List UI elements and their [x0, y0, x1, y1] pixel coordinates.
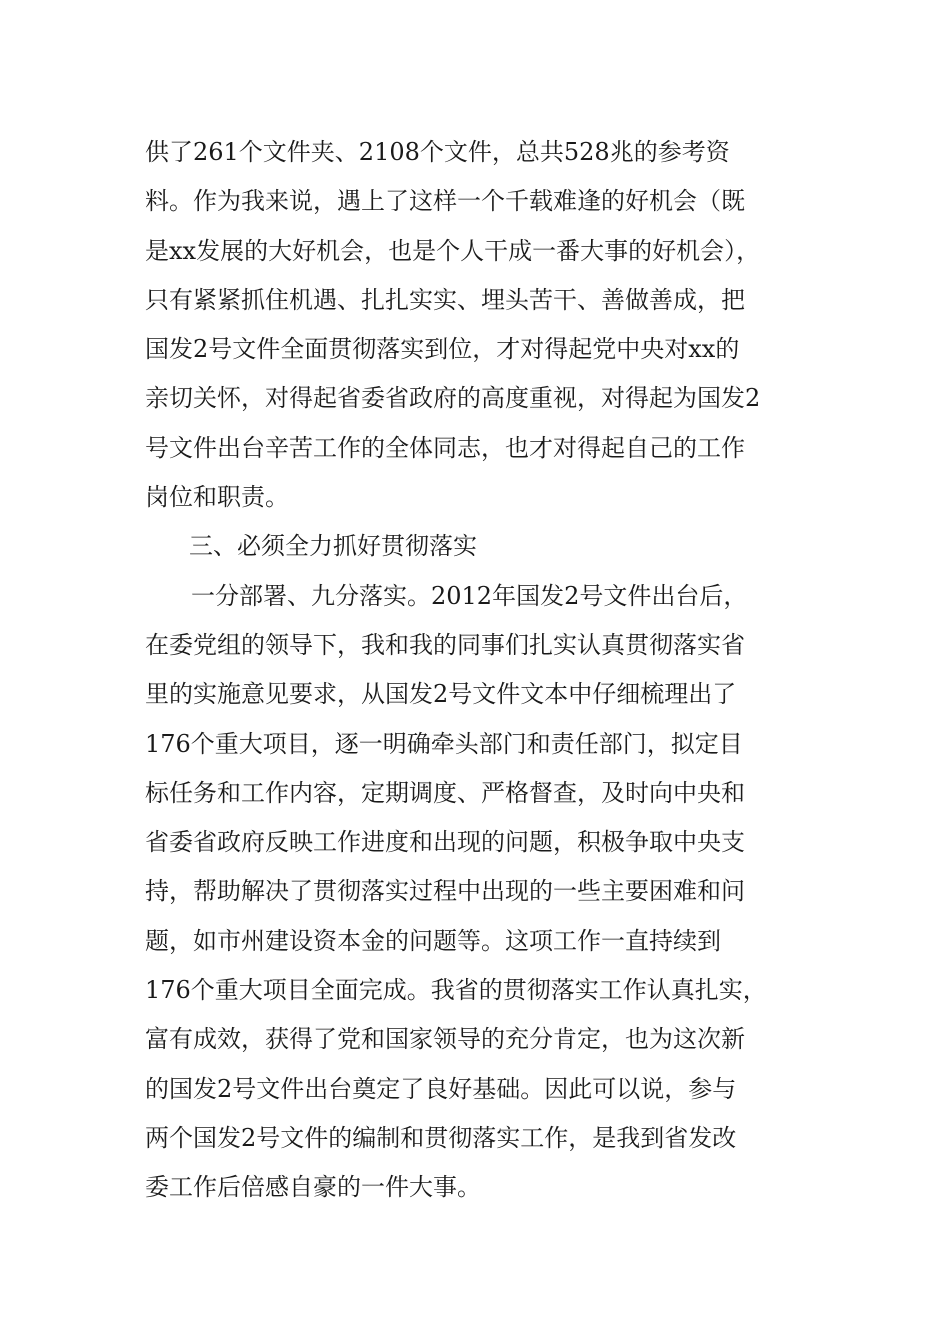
text-line: 富有成效，获得了党和国家领导的充分肯定，也为这次新 — [145, 1025, 745, 1054]
text-line: 标任务和工作内容，定期调度、严格督查，及时向中央和 — [145, 778, 745, 807]
text-line: 是xx发展的大好机会，也是个人干成一番大事的好机会）， — [145, 236, 761, 265]
text-line: 两个国发2号文件的编制和贯彻落实工作，是我到省发改 — [145, 1123, 737, 1152]
document-body — [145, 128, 810, 1213]
text-line: 省委省政府反映工作进度和出现的问题，积极争取中央支 — [145, 828, 745, 857]
text-line: 176个重大项目，逐一明确牵头部门和责任部门，拟定目 — [145, 729, 743, 758]
text-line: 只有紧紧抓住机遇、扎扎实实、埋头苦干、善做善成，把 — [145, 285, 745, 314]
text-line: 里的实施意见要求，从国发2号文件文本中仔细梳理出了 — [145, 680, 737, 709]
text-line: 题，如市州建设资本金的问题等。这项工作一直持续到 — [145, 926, 721, 955]
text-line: 176个重大项目全面完成。我省的贯彻落实工作认真扎实， — [145, 976, 767, 1005]
text-line: 供了261个文件夹、2108个文件，总共528兆的参考资 — [145, 138, 730, 166]
text-line: 委工作后倍感自豪的一件大事。 — [145, 1173, 481, 1202]
text-line: 在委党组的领导下，我和我的同事们扎实认真贯彻落实省 — [145, 630, 745, 659]
text-line: 持，帮助解决了贯彻落实过程中出现的一些主要困难和问 — [145, 877, 745, 906]
section-heading: 三、必须全力抓好贯彻落实 — [189, 532, 477, 561]
text-line: 一分部署、九分落实。2012年国发2号文件出台后， — [191, 581, 748, 610]
text-line: 号文件出台辛苦工作的全体同志，也才对得起自己的工作 — [145, 433, 745, 462]
text-line: 亲切关怀，对得起省委省政府的高度重视，对得起为国发2 — [145, 384, 761, 413]
text-line: 国发2号文件全面贯彻落实到位，才对得起党中央对xx的 — [145, 335, 740, 364]
text-line: 料。作为我来说，遇上了这样一个千载难逢的好机会（既 — [145, 187, 745, 216]
text-line: 岗位和职责。 — [145, 483, 289, 512]
text-line: 的国发2号文件出台奠定了良好基础。因此可以说，参与 — [145, 1074, 737, 1103]
